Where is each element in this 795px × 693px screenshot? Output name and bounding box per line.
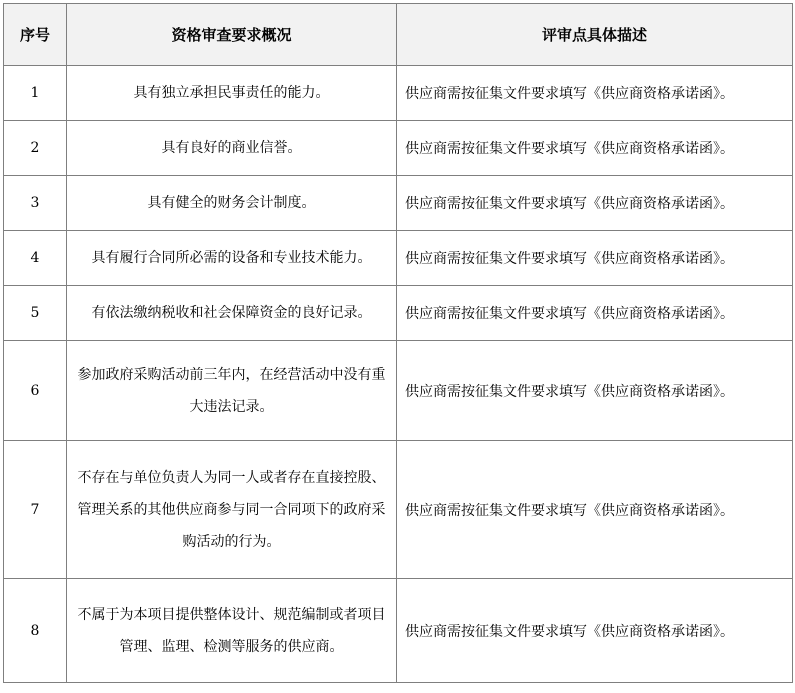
row-number: 8 [4,579,67,683]
table-row [4,176,793,231]
header-description: 评审点具体描述 [397,4,793,66]
row-number: 1 [4,66,67,121]
table-row [4,231,793,286]
row-requirement: 具有履行合同所必需的设备和专业技术能力。 [67,231,397,286]
row-description: 供应商需按征集文件要求填写《供应商资格承诺函》。 [397,341,793,441]
qualification-table [3,3,793,683]
row-description: 供应商需按征集文件要求填写《供应商资格承诺函》。 [397,579,793,683]
table-row [4,341,793,441]
table-row [4,121,793,176]
header-serial-number: 序号 [4,4,67,66]
row-requirement: 不存在与单位负责人为同一人或者存在直接控股、管理关系的其他供应商参与同一合同项下的政府采购活动的行为。 [67,441,397,579]
row-description: 供应商需按征集文件要求填写《供应商资格承诺函》。 [397,176,793,231]
row-number: 3 [4,176,67,231]
header-requirement: 资格审查要求概况 [67,4,397,66]
row-description: 供应商需按征集文件要求填写《供应商资格承诺函》。 [397,441,793,579]
row-description: 供应商需按征集文件要求填写《供应商资格承诺函》。 [397,231,793,286]
row-description: 供应商需按征集文件要求填写《供应商资格承诺函》。 [397,121,793,176]
row-number: 5 [4,286,67,341]
row-requirement: 有依法缴纳税收和社会保障资金的良好记录。 [67,286,397,341]
table-row [4,286,793,341]
table-header-row [4,4,793,66]
row-description: 供应商需按征集文件要求填写《供应商资格承诺函》。 [397,286,793,341]
row-number: 6 [4,341,67,441]
row-requirement: 具有独立承担民事责任的能力。 [67,66,397,121]
row-number: 4 [4,231,67,286]
table-row [4,441,793,579]
row-number: 2 [4,121,67,176]
row-description: 供应商需按征集文件要求填写《供应商资格承诺函》。 [397,66,793,121]
row-requirement: 参加政府采购活动前三年内，在经营活动中没有重大违法记录。 [67,341,397,441]
row-requirement: 具有健全的财务会计制度。 [67,176,397,231]
row-requirement: 不属于为本项目提供整体设计、规范编制或者项目管理、监理、检测等服务的供应商。 [67,579,397,683]
row-requirement: 具有良好的商业信誉。 [67,121,397,176]
table-row [4,66,793,121]
table-row [4,579,793,683]
row-number: 7 [4,441,67,579]
